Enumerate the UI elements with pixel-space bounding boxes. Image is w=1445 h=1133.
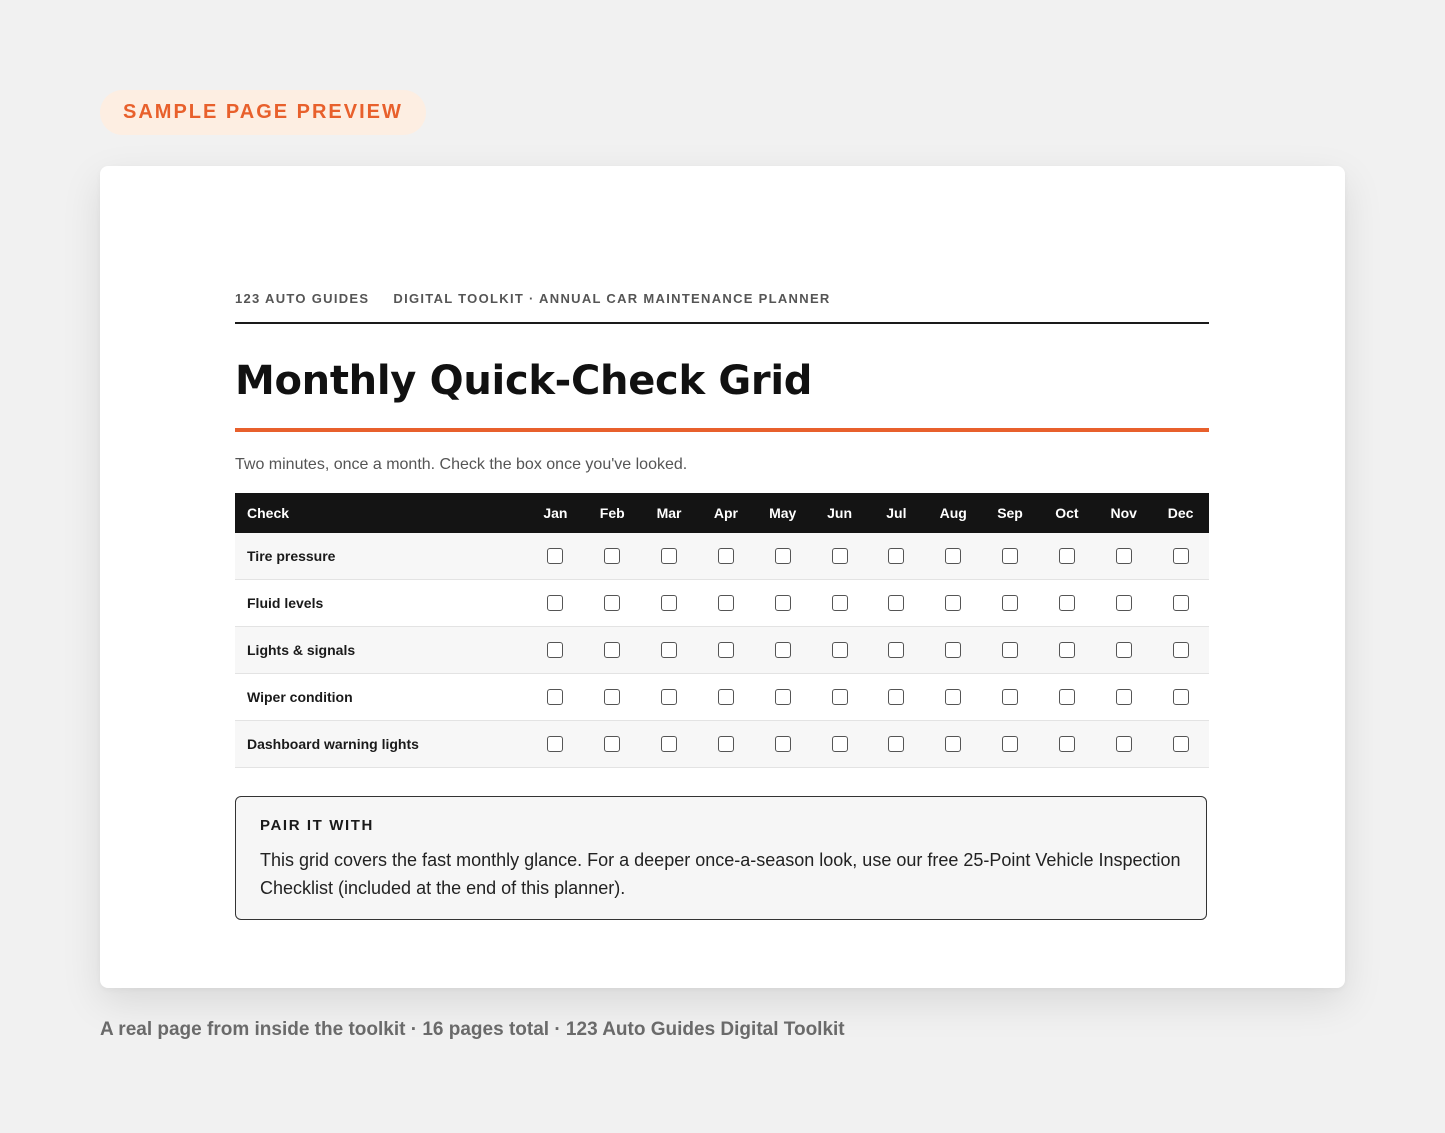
month-checkbox[interactable] <box>945 689 961 705</box>
table-row <box>235 580 1209 627</box>
month-checkbox[interactable] <box>718 595 734 611</box>
month-checkbox[interactable] <box>661 736 677 752</box>
row-label: Lights & signals <box>235 627 527 674</box>
intro-text: Two minutes, once a month. Check the box once you've looked. <box>235 456 688 473</box>
row-label: Wiper condition <box>235 674 527 721</box>
month-checkbox[interactable] <box>661 689 677 705</box>
column-header-check: Check <box>235 493 527 533</box>
checkbox-cell <box>1152 721 1209 768</box>
month-checkbox[interactable] <box>604 548 620 564</box>
table-header-row <box>235 493 1209 533</box>
checkbox-cell <box>982 674 1039 721</box>
checkbox-cell <box>925 580 982 627</box>
checkbox-cell <box>641 580 698 627</box>
month-checkbox[interactable] <box>945 736 961 752</box>
checkbox-cell <box>1152 533 1209 580</box>
checkbox-cell <box>982 721 1039 768</box>
document-header <box>235 291 1209 306</box>
month-checkbox[interactable] <box>832 642 848 658</box>
month-checkbox[interactable] <box>1116 736 1132 752</box>
badge-label: SAMPLE PAGE PREVIEW <box>123 101 403 123</box>
column-header-month: Nov <box>1095 493 1152 533</box>
month-checkbox[interactable] <box>1059 595 1075 611</box>
month-checkbox[interactable] <box>832 689 848 705</box>
month-checkbox[interactable] <box>1002 689 1018 705</box>
month-checkbox[interactable] <box>718 548 734 564</box>
callout-body: This grid covers the fast monthly glance. For a deeper once-a-season look, use our free 25-Point Vehicle Inspection Checklist (included at the end of this planner). <box>260 850 1181 898</box>
checkbox-cell <box>811 721 868 768</box>
month-checkbox[interactable] <box>718 642 734 658</box>
quick-check-table <box>235 493 1209 768</box>
month-checkbox[interactable] <box>1002 548 1018 564</box>
checkbox-cell <box>697 533 754 580</box>
checkbox-cell <box>584 533 641 580</box>
checkbox-cell <box>868 721 925 768</box>
checkbox-cell <box>1152 580 1209 627</box>
month-checkbox[interactable] <box>1002 595 1018 611</box>
table-body <box>235 533 1209 768</box>
checkbox-cell <box>584 580 641 627</box>
month-checkbox[interactable] <box>775 548 791 564</box>
month-checkbox[interactable] <box>604 689 620 705</box>
table-row <box>235 674 1209 721</box>
checkbox-cell <box>868 627 925 674</box>
sample-page-preview-badge <box>100 90 426 135</box>
month-checkbox[interactable] <box>1116 595 1132 611</box>
checkbox-cell <box>811 627 868 674</box>
checkbox-cell <box>868 580 925 627</box>
table-row <box>235 721 1209 768</box>
month-checkbox[interactable] <box>1173 548 1189 564</box>
checkbox-cell <box>1152 674 1209 721</box>
checkbox-cell <box>1038 721 1095 768</box>
checkbox-cell <box>641 533 698 580</box>
checkbox-cell <box>925 674 982 721</box>
checkbox-cell <box>925 627 982 674</box>
column-header-month: Feb <box>584 493 641 533</box>
column-header-month: Jun <box>811 493 868 533</box>
checkbox-cell <box>584 627 641 674</box>
column-header-month: Mar <box>641 493 698 533</box>
checkbox-cell <box>1095 721 1152 768</box>
month-checkbox[interactable] <box>775 642 791 658</box>
checkbox-cell <box>1038 627 1095 674</box>
month-checkbox[interactable] <box>832 736 848 752</box>
table-row <box>235 533 1209 580</box>
month-checkbox[interactable] <box>1059 642 1075 658</box>
page-title: Monthly Quick-Check Grid <box>235 358 813 404</box>
column-header-month: Sep <box>982 493 1039 533</box>
checkbox-cell <box>868 533 925 580</box>
month-checkbox[interactable] <box>1002 736 1018 752</box>
checkbox-cell <box>1095 627 1152 674</box>
month-checkbox[interactable] <box>604 736 620 752</box>
checkbox-cell <box>811 674 868 721</box>
column-header-month: Jan <box>527 493 584 533</box>
checkbox-cell <box>754 674 811 721</box>
month-checkbox[interactable] <box>832 595 848 611</box>
checkbox-cell <box>982 627 1039 674</box>
checkbox-cell <box>1095 580 1152 627</box>
month-checkbox[interactable] <box>1116 689 1132 705</box>
checkbox-cell <box>697 580 754 627</box>
month-checkbox[interactable] <box>1173 736 1189 752</box>
month-checkbox[interactable] <box>945 548 961 564</box>
month-checkbox[interactable] <box>1059 736 1075 752</box>
month-checkbox[interactable] <box>1059 689 1075 705</box>
month-checkbox[interactable] <box>945 642 961 658</box>
month-checkbox[interactable] <box>775 689 791 705</box>
title-accent-divider <box>235 428 1209 432</box>
month-checkbox[interactable] <box>832 548 848 564</box>
row-label: Fluid levels <box>235 580 527 627</box>
checkbox-cell <box>641 674 698 721</box>
column-header-month: Oct <box>1038 493 1095 533</box>
checkbox-cell <box>584 674 641 721</box>
month-checkbox[interactable] <box>1059 548 1075 564</box>
month-checkbox[interactable] <box>775 736 791 752</box>
header-divider <box>235 322 1209 324</box>
month-checkbox[interactable] <box>1173 689 1189 705</box>
checkbox-cell <box>527 674 584 721</box>
checkbox-cell <box>697 627 754 674</box>
checkbox-cell <box>697 674 754 721</box>
month-checkbox[interactable] <box>1173 595 1189 611</box>
month-checkbox[interactable] <box>1116 642 1132 658</box>
checkbox-cell <box>811 533 868 580</box>
month-checkbox[interactable] <box>1002 642 1018 658</box>
column-header-month: May <box>754 493 811 533</box>
month-checkbox[interactable] <box>547 595 563 611</box>
pair-it-with-callout <box>235 796 1207 920</box>
checkbox-cell <box>527 627 584 674</box>
checkbox-cell <box>527 721 584 768</box>
month-checkbox[interactable] <box>1173 642 1189 658</box>
checkbox-cell <box>982 580 1039 627</box>
checkbox-cell <box>1038 533 1095 580</box>
checkbox-cell <box>1038 580 1095 627</box>
checkbox-cell <box>754 627 811 674</box>
checkbox-cell <box>811 580 868 627</box>
column-header-month: Apr <box>697 493 754 533</box>
checkbox-cell <box>527 533 584 580</box>
checkbox-cell <box>925 533 982 580</box>
preview-card <box>100 166 1345 988</box>
table-row <box>235 627 1209 674</box>
column-header-month: Aug <box>925 493 982 533</box>
row-label: Tire pressure <box>235 533 527 580</box>
month-checkbox[interactable] <box>888 689 904 705</box>
breadcrumb: DIGITAL TOOLKIT · ANNUAL CAR MAINTENANCE PLANNER <box>393 291 831 306</box>
checkbox-cell <box>1152 627 1209 674</box>
checkbox-cell <box>754 533 811 580</box>
month-checkbox[interactable] <box>888 736 904 752</box>
month-checkbox[interactable] <box>547 689 563 705</box>
checkbox-cell <box>1038 674 1095 721</box>
month-checkbox[interactable] <box>775 595 791 611</box>
month-checkbox[interactable] <box>718 736 734 752</box>
checkbox-cell <box>527 580 584 627</box>
month-checkbox[interactable] <box>661 595 677 611</box>
month-checkbox[interactable] <box>888 548 904 564</box>
row-label: Dashboard warning lights <box>235 721 527 768</box>
month-checkbox[interactable] <box>547 642 563 658</box>
checkbox-cell <box>925 721 982 768</box>
preview-caption: A real page from inside the toolkit · 16 pages total · 123 Auto Guides Digital Toolkit <box>100 1019 845 1040</box>
month-checkbox[interactable] <box>945 595 961 611</box>
month-checkbox[interactable] <box>661 548 677 564</box>
checkbox-cell <box>1095 533 1152 580</box>
column-header-month: Jul <box>868 493 925 533</box>
column-header-month: Dec <box>1152 493 1209 533</box>
month-checkbox[interactable] <box>1116 548 1132 564</box>
checkbox-cell <box>754 580 811 627</box>
month-checkbox[interactable] <box>547 736 563 752</box>
checkbox-cell <box>868 674 925 721</box>
month-checkbox[interactable] <box>547 548 563 564</box>
checkbox-cell <box>982 533 1039 580</box>
checkbox-cell <box>641 627 698 674</box>
callout-title: PAIR IT WITH <box>260 817 374 834</box>
month-checkbox[interactable] <box>888 642 904 658</box>
month-checkbox[interactable] <box>888 595 904 611</box>
brand-label: 123 AUTO GUIDES <box>235 291 370 306</box>
checkbox-cell <box>697 721 754 768</box>
checkbox-cell <box>1095 674 1152 721</box>
month-checkbox[interactable] <box>604 595 620 611</box>
month-checkbox[interactable] <box>661 642 677 658</box>
checkbox-cell <box>641 721 698 768</box>
checkbox-cell <box>584 721 641 768</box>
checkbox-cell <box>754 721 811 768</box>
month-checkbox[interactable] <box>604 642 620 658</box>
month-checkbox[interactable] <box>718 689 734 705</box>
